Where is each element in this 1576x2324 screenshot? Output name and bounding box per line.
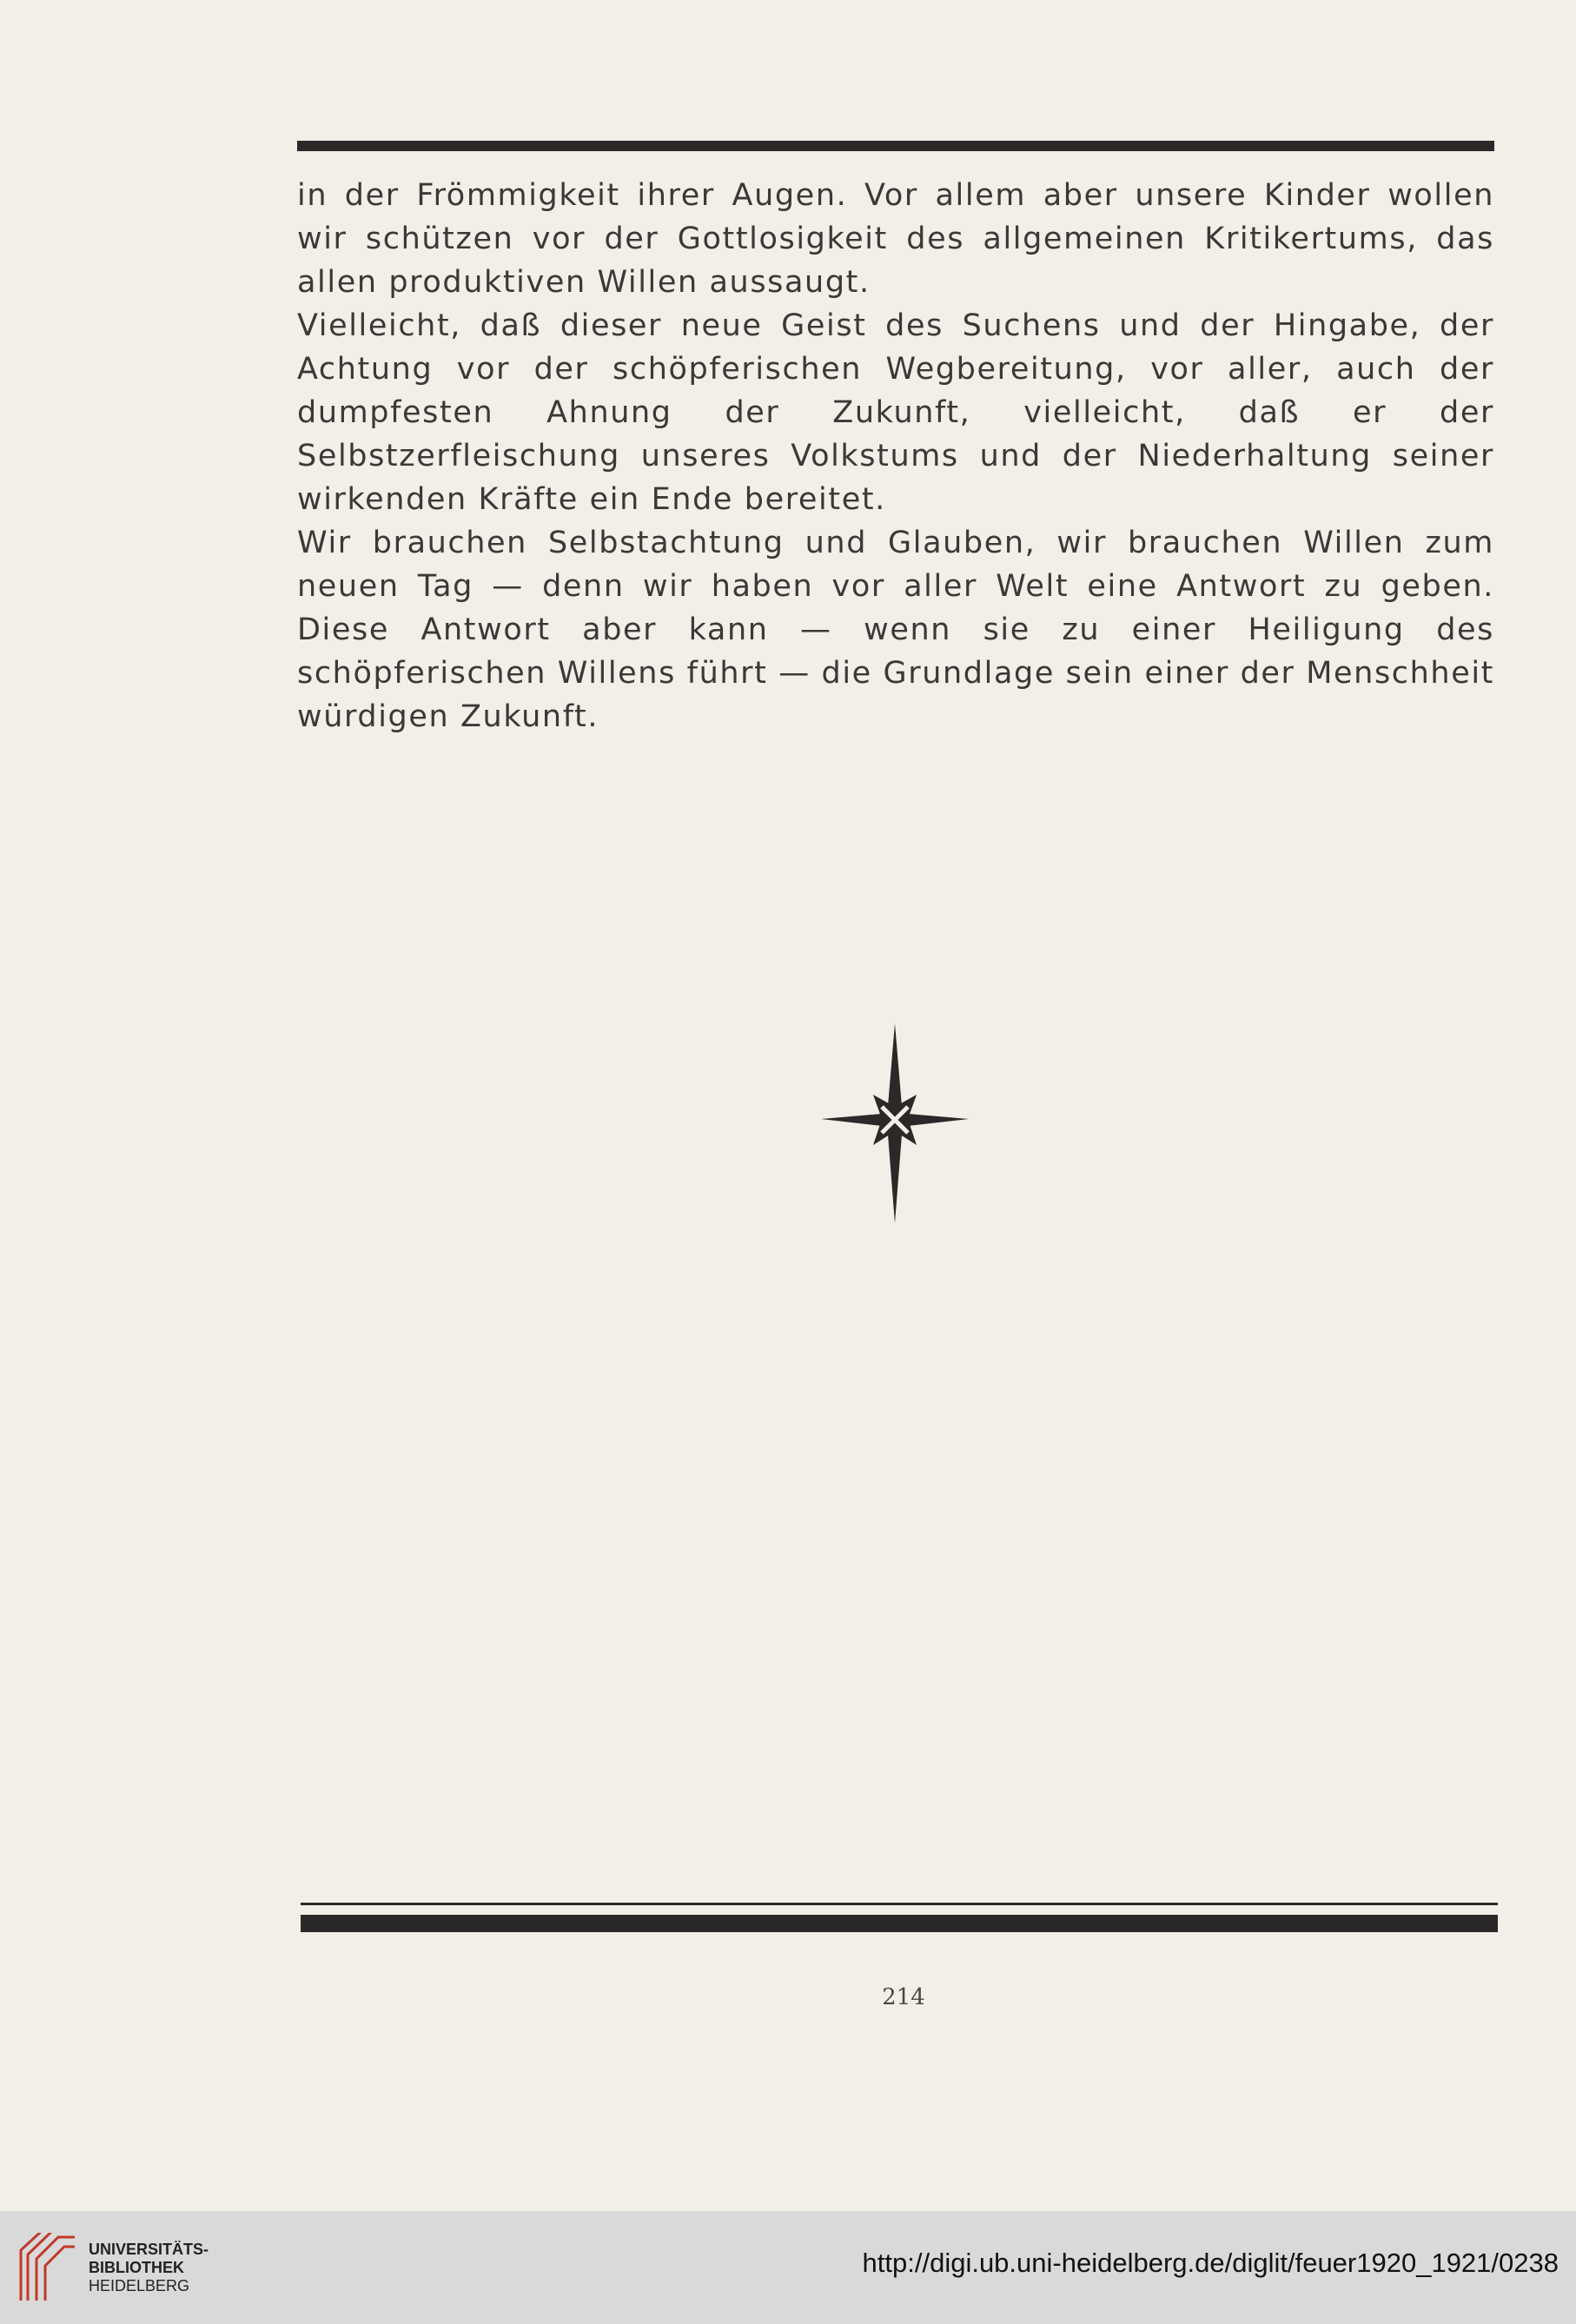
library-name-line-2: BIBLIOTHEK: [89, 2259, 184, 2276]
library-name-line-3: HEIDELBERG: [89, 2277, 190, 2294]
paragraph-2: Vielleicht, daß dieser neue Geist des Suchens und der Hingabe, der Achtung vor der schöpferischen Wegbereitung, vor aller, auch der dumpfesten Ahnung der Zukunft, vielleicht, daß er der Selbstzerfleischung unseres Volkstums und der Niederhaltung seiner wirkenden Kräfte ein Ende bereitet.: [297, 308, 1494, 517]
body-text: [297, 174, 1494, 738]
library-logo-icon: [19, 2233, 76, 2302]
library-footer: [0, 2211, 1576, 2324]
top-rule: [297, 141, 1494, 151]
four-pointed-star-ornament-icon: [821, 1023, 969, 1223]
paragraph-3: Wir brauchen Selbstachtung und Glauben, wir brauchen Willen zum neuen Tag — denn wir haben vor aller Welt eine Antwort zu geben. Diese Antwort aber kann — wenn sie zu einer Heiligung des schöpferischen Willens führt — die Grundlage sein einer der Menschheit würdigen Zukunft.: [297, 526, 1494, 734]
bottom-rule-thick: [301, 1915, 1498, 1932]
bottom-rule-thin: [301, 1903, 1498, 1905]
library-name-line-1: UNIVERSITÄTS-: [89, 2241, 209, 2258]
library-name: [89, 2241, 209, 2295]
page-number: 214: [882, 1984, 925, 2010]
paragraph-1: in der Frömmigkeit ihrer Augen. Vor allem aber unsere Kinder wollen wir schützen vor der Gottlosigkeit des allgemeinen Kritikertums, das allen produktiven Willen aussaugt.: [297, 178, 1494, 300]
source-url-link[interactable]: http://digi.ub.uni-heidelberg.de/diglit/feuer1920_1921/0238: [862, 2248, 1559, 2278]
